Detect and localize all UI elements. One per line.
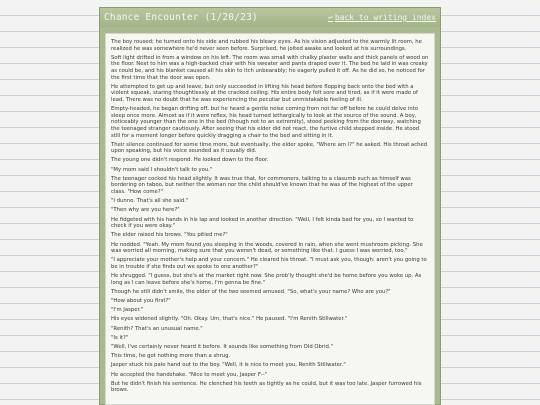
story-paragraph: "Then why are you here?" bbox=[111, 207, 180, 214]
story-paragraph: Though he still didn't smile, the older of the two seemed amused. "So, what's your name? Who are you?" bbox=[111, 288, 391, 295]
story-paragraph: Empty-headed, he began drifting off, but he heard a gentle noise coming from not far off before he could delve into sleep once more. Almost as if it were reflex, his head turned lethargically to look at the source of the sound. A boy, noticeably younger than the one in the bed (though not to an extremity), stood peeking from the doorway, watching the teenaged stranger cautiously. After seeing that his elder did not react, the furtive child stepped inside. He stood still for a moment longer before quickly dragging a chair to the bed and sitting in it. bbox=[111, 106, 421, 139]
story-text-panel[interactable] bbox=[105, 33, 435, 405]
story-paragraph: The elder raised his brows. "You pitied me?" bbox=[111, 232, 228, 239]
story-paragraph: His eyes widened slightly. "Oh. Okay. Um, that's nice." He paused. "I'm Renith Stillwater." bbox=[111, 316, 348, 323]
story-paragraph: "Is it?" bbox=[111, 334, 129, 341]
story-paragraph: "I'm Jasper." bbox=[111, 307, 144, 314]
story-paragraph: "I appreciate your mother's help and your concern." He cleared his throat. "I must ask you, though: aren't you going to be in trouble if she finds out we spoke to one another?" bbox=[111, 257, 427, 270]
story-paragraph: The young one didn't respond. He looked down to the floor. bbox=[111, 157, 269, 164]
story-paragraph: "Well, I've certainly never heard it before. It sounds like something from Old Obrid." bbox=[111, 344, 334, 351]
story-paragraph: Their silence continued for some time more, but eventually, the elder spoke, "Where am I?" he asked. His throat ached upon speaking, but his voice sounded as it usually did. bbox=[111, 141, 428, 155]
story-paragraph: Jasper stuck his pale hand out to the boy. "Well, it is nice to meet you, Renith Stillwater." bbox=[111, 362, 346, 369]
story-paragraph: But he didn't finish his sentence. He clenched his teeth as tightly as he could, but it was too late. Jasper furrowed his brows. bbox=[111, 380, 422, 394]
story-paragraph: This time, he got nothing more than a shrug. bbox=[111, 353, 231, 360]
story-window bbox=[99, 7, 441, 405]
story-paragraph: He nodded. "Yeah. My mom found you sleeping in the woods, covered in rain, when she went mushroom picking. She was worried all morning, making sure that you weren't dead, or something like that. I guess I was worried, too." bbox=[111, 241, 423, 255]
story-paragraph: The boy roused; he turned onto his side and rubbed his bleary eyes. As his vision adjusted to the warmly lit room, he realized he was somewhere he'd never seen before. Surprised, he jolted awake and looked at his surroundings. bbox=[111, 39, 422, 52]
story-paragraph: The teenager cocked his head slightly. It was true that, for commoners, talking to a clasumb such as himself was bordering on taboo, but neither the woman nor the child should've known that he was of the highest of the upper class. "How come?" bbox=[111, 175, 413, 196]
story-header bbox=[100, 8, 440, 27]
story-paragraph: "I dunno. That's all she said." bbox=[111, 198, 189, 205]
story-paragraph: He fidgeted with his hands in his lap and looked in another direction. "Well, I felt kinda bad for you, so I wanted to check if you were okay." bbox=[111, 216, 414, 230]
story-paragraph: "My mom said I shouldn't talk to you." bbox=[111, 166, 213, 173]
back-to-writing-index-link[interactable] bbox=[328, 13, 436, 22]
story-paragraph: He accepted the handshake. "Nice to meet you, Jasper F--" bbox=[111, 371, 268, 378]
arrow-left-icon: ↩ bbox=[328, 13, 333, 22]
back-link-label: back to writing index bbox=[334, 13, 436, 22]
story-paragraph: "How about you first?" bbox=[111, 298, 171, 305]
story-paragraph: Soft light drifted in from a window on his left. The room was small with chalky plaster walls and thick panels of wood on the floor. Next to him was a high-backed chair with his sweater and pants draped over it. The bed he laid in was creaky as could be, and his blanket caused all his skin to itch unbearably; he eagerly pulled it off. As he did so, he noticed for the first time that the door was open. bbox=[111, 54, 429, 81]
story-body bbox=[111, 39, 429, 394]
page-title: Chance Encounter (1/20/23) bbox=[104, 12, 258, 23]
story-paragraph: He shrugged. "I guess, but she's at the market right now. She prob'ly thought she'd be home before you woke up. As long as I can leave before she's home, I'm gonna be fine." bbox=[111, 273, 422, 286]
story-paragraph: "Renith? That's an unusual name." bbox=[111, 325, 203, 332]
story-paragraph: He attempted to get up and leave, but only succeeded in lifting his head before flopping back onto the bed with a violent squeak, staring thoughtlessly at the cracked ceiling. His entire body felt sore and tired, as if it were made of lead. There was no doubt that he was experiencing the peculiar but unmistakable feeling of ill. bbox=[111, 83, 418, 103]
